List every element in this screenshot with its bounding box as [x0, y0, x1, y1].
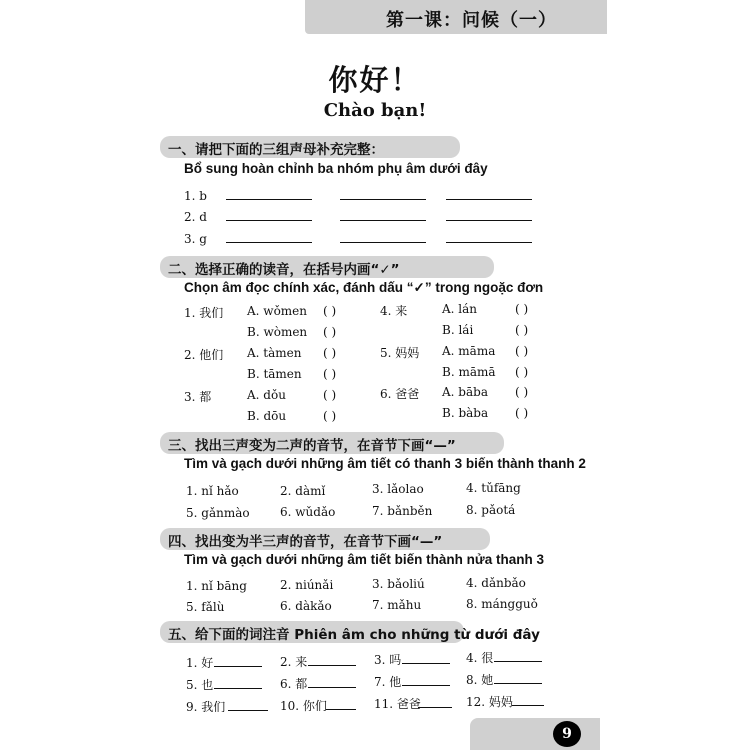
s4-item-4[interactable]: 4. dǎnbǎo [466, 576, 526, 590]
page-number: 9 [553, 721, 581, 747]
answer-line[interactable] [308, 665, 356, 666]
s5-item-7: 7. 他 [374, 675, 402, 689]
s4-item-7[interactable]: 7. mǎhu [372, 598, 422, 612]
s2-q1-b: B. wòmen [247, 325, 308, 339]
s2-q1: 1. 我们 [184, 306, 224, 320]
answer-line[interactable] [494, 683, 542, 684]
s2-q6: 6. 爸爸 [380, 387, 420, 401]
s3-item-7[interactable]: 7. bǎnběn [372, 504, 433, 518]
s2-q5: 5. 妈妈 [380, 346, 420, 360]
answer-line[interactable] [226, 220, 312, 221]
answer-line[interactable] [226, 242, 312, 243]
s5-item-4: 4. 很 [466, 651, 494, 665]
answer-line[interactable] [446, 199, 532, 200]
s4-item-3[interactable]: 3. bǎoliú [372, 577, 425, 591]
s4-item-5[interactable]: 5. fǎlù [186, 600, 225, 614]
s2-q2-a-paren[interactable]: ( ) [323, 346, 337, 360]
s3-item-5[interactable]: 5. gǎnmào [186, 506, 250, 520]
s2-q2-b: B. tāmen [247, 367, 302, 381]
s3-item-8[interactable]: 8. pǎotá [466, 503, 516, 517]
s2-q1-a: A. wǒmen [247, 304, 307, 318]
s2-q5-b: B. māmā [442, 365, 496, 379]
s3-item-2[interactable]: 2. dàmǐ [280, 484, 326, 498]
s2-q1-b-paren[interactable]: ( ) [323, 325, 337, 339]
s2-q6-a-paren[interactable]: ( ) [515, 385, 529, 399]
section1-heading: 一、请把下面的三组声母补充完整： [168, 142, 384, 158]
section2-instruction: Chọn âm đọc chính xác, đánh dấu “✓” trong ngoặc đơn [184, 280, 544, 295]
s5-item-6: 6. 都 [280, 677, 308, 691]
answer-line[interactable] [228, 710, 268, 711]
s2-q2-b-paren[interactable]: ( ) [323, 367, 337, 381]
s1-item-2: 2. d [184, 210, 207, 224]
s3-item-6[interactable]: 6. wǔdǎo [280, 505, 336, 519]
answer-line[interactable] [494, 661, 542, 662]
section1-instruction: Bổ sung hoàn chỉnh ba nhóm phụ âm dưới đây [184, 161, 488, 176]
s3-item-1[interactable]: 1. nǐ hǎo [186, 484, 239, 498]
s4-item-2[interactable]: 2. niúnǎi [280, 578, 334, 592]
page-title: 你好！ [328, 63, 422, 97]
lesson-header-bar [305, 0, 607, 34]
s4-item-6[interactable]: 6. dàkǎo [280, 599, 332, 613]
s5-item-5: 5. 也 [186, 678, 214, 692]
s5-item-11: 11. 爸爸 [374, 697, 421, 711]
s5-item-12: 12. 妈妈 [466, 695, 513, 709]
s4-item-8[interactable]: 8. mángguǒ [466, 597, 538, 611]
s3-item-3[interactable]: 3. lǎolao [372, 482, 424, 496]
s2-q4-a-paren[interactable]: ( ) [515, 302, 529, 316]
answer-line[interactable] [340, 242, 426, 243]
s2-q4-a: A. lán [442, 302, 478, 316]
s2-q1-a-paren[interactable]: ( ) [323, 304, 337, 318]
s1-item-1: 1. b [184, 189, 207, 203]
s2-q3: 3. 都 [184, 390, 212, 404]
section3-heading: 三、找出三声变为二声的音节，在音节下画“—” [168, 438, 456, 454]
page-subtitle: Chào bạn! [323, 100, 427, 121]
answer-line[interactable] [402, 685, 450, 686]
s1-item-3: 3. g [184, 232, 207, 246]
lesson-title: 第一课：问候（一） [386, 10, 557, 31]
s2-q3-b-paren[interactable]: ( ) [323, 409, 337, 423]
s2-q3-b: B. dōu [247, 409, 287, 423]
answer-line[interactable] [214, 666, 262, 667]
s2-q6-b-paren[interactable]: ( ) [515, 406, 529, 420]
s2-q5-a-paren[interactable]: ( ) [515, 344, 529, 358]
s5-item-2: 2. 来 [280, 655, 308, 669]
s5-item-1: 1. 好 [186, 656, 214, 670]
answer-line[interactable] [226, 199, 312, 200]
s2-q2-a: A. tàmen [247, 346, 302, 360]
s2-q2: 2. 他们 [184, 348, 224, 362]
s5-item-8: 8. 她 [466, 673, 494, 687]
answer-line[interactable] [418, 707, 452, 708]
answer-line[interactable] [512, 705, 544, 706]
s2-q5-b-paren[interactable]: ( ) [515, 365, 529, 379]
section5-heading: 五、给下面的词注音 Phiên âm cho những từ dưới đây [168, 627, 540, 643]
answer-line[interactable] [446, 242, 532, 243]
s2-q4-b-paren[interactable]: ( ) [515, 323, 529, 337]
section3-instruction: Tìm và gạch dưới những âm tiết có thanh 3 biến thành thanh 2 [184, 456, 586, 471]
section4-heading: 四、找出变为半三声的音节，在音节下画“—” [168, 534, 443, 550]
s2-q3-a: A. dǒu [247, 388, 286, 402]
answer-line[interactable] [402, 663, 450, 664]
s2-q4-b: B. lái [442, 323, 474, 337]
answer-line[interactable] [340, 199, 426, 200]
section4-instruction: Tìm và gạch dưới những âm tiết biến thành nửa thanh 3 [184, 552, 544, 567]
answer-line[interactable] [214, 688, 262, 689]
s2-q4: 4. 来 [380, 304, 408, 318]
answer-line[interactable] [340, 220, 426, 221]
section2-heading: 二、选择正确的读音，在括号内画“✓” [168, 262, 400, 278]
s2-q6-a: A. bāba [442, 385, 488, 399]
s5-item-9: 9. 我们 [186, 700, 226, 714]
s2-q3-a-paren[interactable]: ( ) [323, 388, 337, 402]
s5-item-3: 3. 吗 [374, 653, 402, 667]
answer-line[interactable] [308, 687, 356, 688]
s4-item-1[interactable]: 1. nǐ bāng [186, 579, 247, 593]
s2-q5-a: A. māma [442, 344, 496, 358]
s2-q6-b: B. bàba [442, 406, 489, 420]
s5-item-10: 10. 你们 [280, 699, 327, 713]
answer-line[interactable] [446, 220, 532, 221]
answer-line[interactable] [326, 709, 356, 710]
s3-item-4[interactable]: 4. tǔfāng [466, 481, 521, 495]
